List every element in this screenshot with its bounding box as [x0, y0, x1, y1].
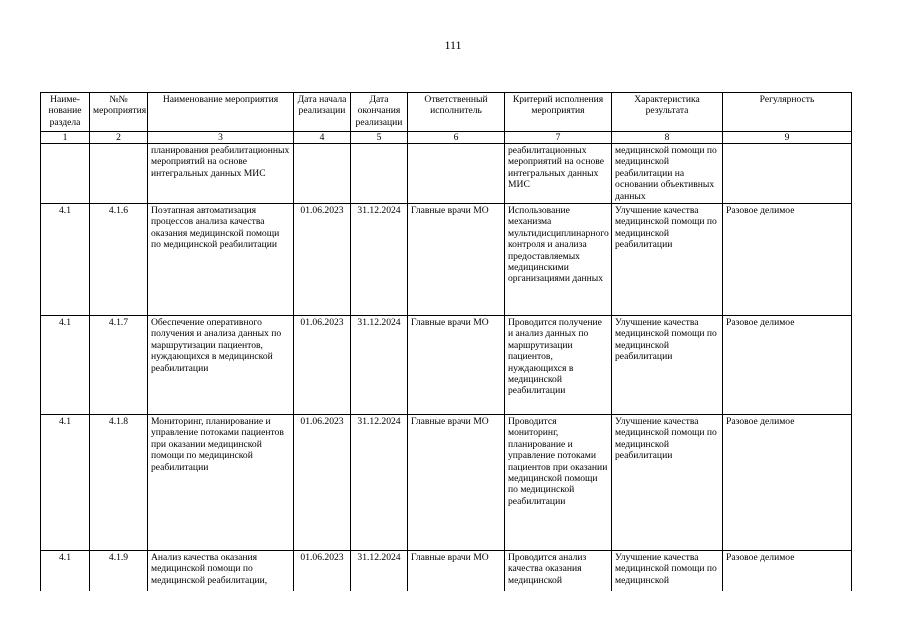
cell-result: Улучшение качества медицинской помощи по медицинской [612, 551, 723, 591]
cell-criterion: Проводится анализ качества оказания медицинской [505, 551, 612, 591]
cell-regularity: Разовое делимое [723, 551, 852, 591]
cell-name: Обеспечение оперативного получения и анализа данных по маршрутизации пациентов, нуждающихся в медицинской реабилитации [148, 316, 294, 415]
cell-end-date [351, 144, 408, 204]
cell-responsible [408, 144, 505, 204]
table-row [41, 144, 852, 204]
cell-regularity: Разовое делимое [723, 316, 852, 415]
header-start-date: Дата начала реализации [294, 93, 351, 132]
cell-section [41, 144, 90, 204]
column-number: 3 [148, 132, 294, 144]
cell-responsible: Главные врачи МО [408, 551, 505, 591]
column-number: 7 [505, 132, 612, 144]
column-number: 1 [41, 132, 90, 144]
cell-number: 4.1.9 [90, 551, 148, 591]
cell-section: 4.1 [41, 204, 90, 316]
cell-start-date: 01.06.2023 [294, 551, 351, 591]
cell-result: Улучшение качества медицинской помощи по медицинской реабилитации [612, 316, 723, 415]
cell-number: 4.1.8 [90, 415, 148, 551]
header-row [41, 93, 852, 132]
cell-responsible: Главные врачи МО [408, 415, 505, 551]
cell-end-date: 31.12.2024 [351, 415, 408, 551]
cell-criterion: Проводится получение и анализ данных по маршрутизации пациентов, нуждающихся в медицинской реабилитации [505, 316, 612, 415]
cell-regularity [723, 144, 852, 204]
header-regularity: Регулярность [723, 93, 852, 132]
column-number: 9 [723, 132, 852, 144]
cell-responsible: Главные врачи МО [408, 204, 505, 316]
cell-name: Анализ качества оказания медицинской помощи по медицинской реабилитации, [148, 551, 294, 591]
cell-number [90, 144, 148, 204]
cell-start-date: 01.06.2023 [294, 204, 351, 316]
column-number: 5 [351, 132, 408, 144]
header-responsible: Ответственный исполнитель [408, 93, 505, 132]
cell-start-date: 01.06.2023 [294, 316, 351, 415]
column-number: 2 [90, 132, 148, 144]
cell-name: Мониторинг, планирование и управление потоками пациентов при оказании медицинской помощи по медицинской реабилитации [148, 415, 294, 551]
column-number-row [41, 132, 852, 144]
table-row [41, 415, 852, 551]
column-number: 6 [408, 132, 505, 144]
cell-end-date: 31.12.2024 [351, 204, 408, 316]
cell-end-date: 31.12.2024 [351, 316, 408, 415]
header-section: Наиме-нование раздела [41, 93, 90, 132]
cell-number: 4.1.6 [90, 204, 148, 316]
column-number: 8 [612, 132, 723, 144]
cell-name: планирования реабилитационных мероприятий на основе интегральных данных МИС [148, 144, 294, 204]
cell-number: 4.1.7 [90, 316, 148, 415]
page-number: 111 [444, 38, 462, 52]
cell-responsible: Главные врачи МО [408, 316, 505, 415]
cell-section: 4.1 [41, 551, 90, 591]
cell-name: Поэтапная автоматизация процессов анализа качества оказания медицинской помощи по медицинской реабилитации [148, 204, 294, 316]
table-row [41, 204, 852, 316]
column-number: 4 [294, 132, 351, 144]
header-number: №№ мероприятия [90, 93, 148, 132]
cell-criterion: Проводится мониторинг, планирование и управление потоками пациентов при оказании медицинской помощи по медицинской реабилитации [505, 415, 612, 551]
cell-result: Улучшение качества медицинской помощи по медицинской реабилитации [612, 415, 723, 551]
cell-section: 4.1 [41, 316, 90, 415]
cell-criterion: Использование механизма мультидисциплинарного контроля и анализа предоставляемых медицинскими организациями данных [505, 204, 612, 316]
header-result: Характеристика результата [612, 93, 723, 132]
header-end-date: Дата окончания реализации [351, 93, 408, 132]
cell-regularity: Разовое делимое [723, 415, 852, 551]
header-criterion: Критерий исполнения мероприятия [505, 93, 612, 132]
cell-regularity: Разовое делимое [723, 204, 852, 316]
table-row [41, 551, 852, 591]
cell-section: 4.1 [41, 415, 90, 551]
table-row [41, 316, 852, 415]
activities-table [40, 92, 852, 591]
cell-start-date: 01.06.2023 [294, 415, 351, 551]
cell-result: Улучшение качества медицинской помощи по медицинской реабилитации [612, 204, 723, 316]
cell-result: медицинской помощи по медицинской реабилитации на основании объективных данных [612, 144, 723, 204]
cell-end-date: 31.12.2024 [351, 551, 408, 591]
cell-criterion: реабилитационных мероприятий на основе интегральных данных МИС [505, 144, 612, 204]
cell-start-date [294, 144, 351, 204]
header-name: Наименование мероприятия [148, 93, 294, 132]
